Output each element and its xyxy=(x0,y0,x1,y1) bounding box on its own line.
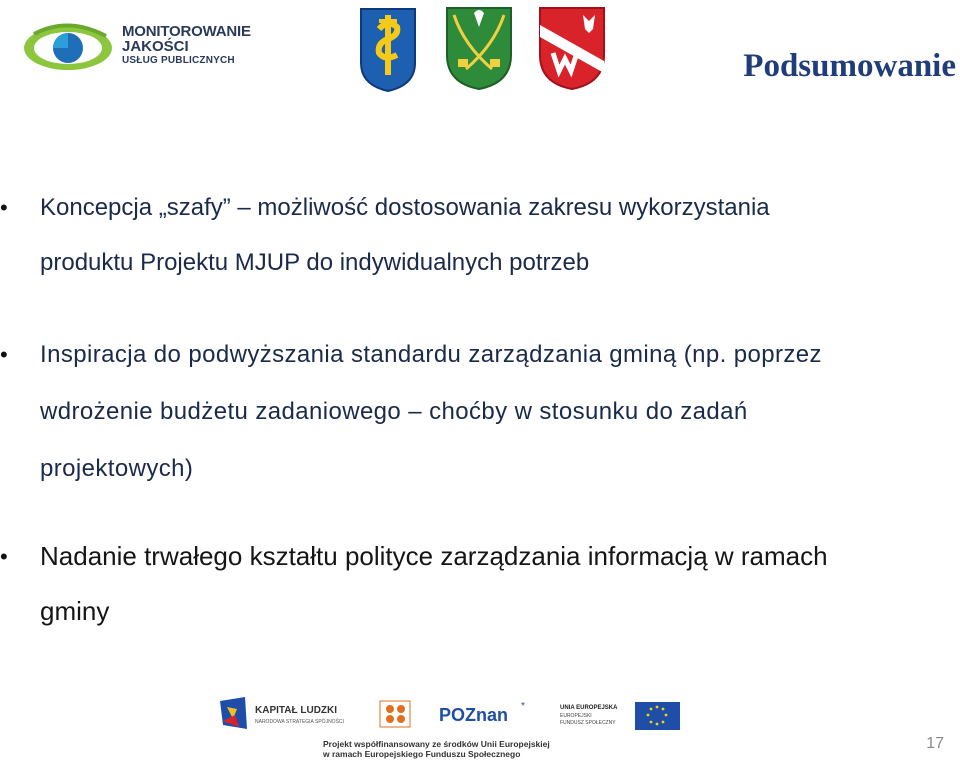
bullet-1-line-2: produktu Projektu MJUP do indywidualnych potrzeb xyxy=(40,249,590,276)
crest-green-shield-icon xyxy=(444,5,514,91)
mjup-logo xyxy=(22,20,272,76)
kapital-ludzki-subtitle: NARODOWA STRATEGIA SPÓJNOŚCI xyxy=(255,719,344,725)
bullet-2-line-3: projektowych) xyxy=(40,455,194,482)
bullet-list xyxy=(0,186,940,639)
footer-logos xyxy=(215,695,685,735)
kapital-ludzki-logo xyxy=(220,697,344,729)
footer-text-line-2: w ramach Europejskiego Funduszu Społecznego xyxy=(323,749,521,759)
eu-logo-line2: EUROPEJSKI xyxy=(560,713,592,719)
slide-title: Podsumowanie xyxy=(743,48,956,84)
eu-logo xyxy=(560,702,680,730)
bullet-2-line-2: wdrożenie budżetu zadaniowego – choćby w stosunku do zadań xyxy=(40,398,748,425)
footer-text-line-1: Projekt współfinansowany ze środków Unii Europejskiej xyxy=(323,739,550,749)
footer-cofinancing-text xyxy=(323,739,603,759)
eu-logo-line3: FUNDUSZ SPOŁECZNY xyxy=(560,720,616,726)
crest-red-shield-icon xyxy=(537,5,607,91)
mjup-logo-line1: MONITOROWANIE xyxy=(122,23,251,40)
eye-logo-icon xyxy=(22,20,118,76)
city-logo xyxy=(380,701,410,727)
bullet-2-line-1: Inspiracja do podwyższania standardu zarządzania gminą (np. poprzez xyxy=(40,341,822,368)
page-number: 17 xyxy=(926,735,944,752)
bullet-dot-icon: • xyxy=(0,342,9,367)
kapital-ludzki-title: KAPITAŁ LUDZKI xyxy=(255,705,338,716)
bullet-item-2 xyxy=(0,326,940,497)
bullet-3-line-1: Nadanie trwałego kształtu polityce zarządzania informacją w ramach xyxy=(40,541,828,571)
bullet-dot-icon: • xyxy=(0,544,8,569)
crest-blue-shield-icon xyxy=(357,5,419,93)
poznan-logo-text: POZnan xyxy=(439,705,509,725)
bullet-1-line-1: Koncepcja „szafy” – możliwość dostosowania zakresu wykorzystania xyxy=(40,194,770,221)
bullet-item-1 xyxy=(0,180,940,290)
eu-logo-line1: UNIA EUROPEJSKA xyxy=(560,705,618,711)
bullet-dot-icon: • xyxy=(0,195,8,220)
bullet-item-3 xyxy=(0,529,940,639)
bullet-3-line-2: gminy xyxy=(40,596,110,626)
poznan-logo xyxy=(439,701,525,725)
mjup-logo-line3: USŁUG PUBLICZNYCH xyxy=(122,55,235,66)
mjup-logo-line2: JAKOŚCI xyxy=(122,38,189,55)
poznan-star-icon: * xyxy=(521,701,525,712)
